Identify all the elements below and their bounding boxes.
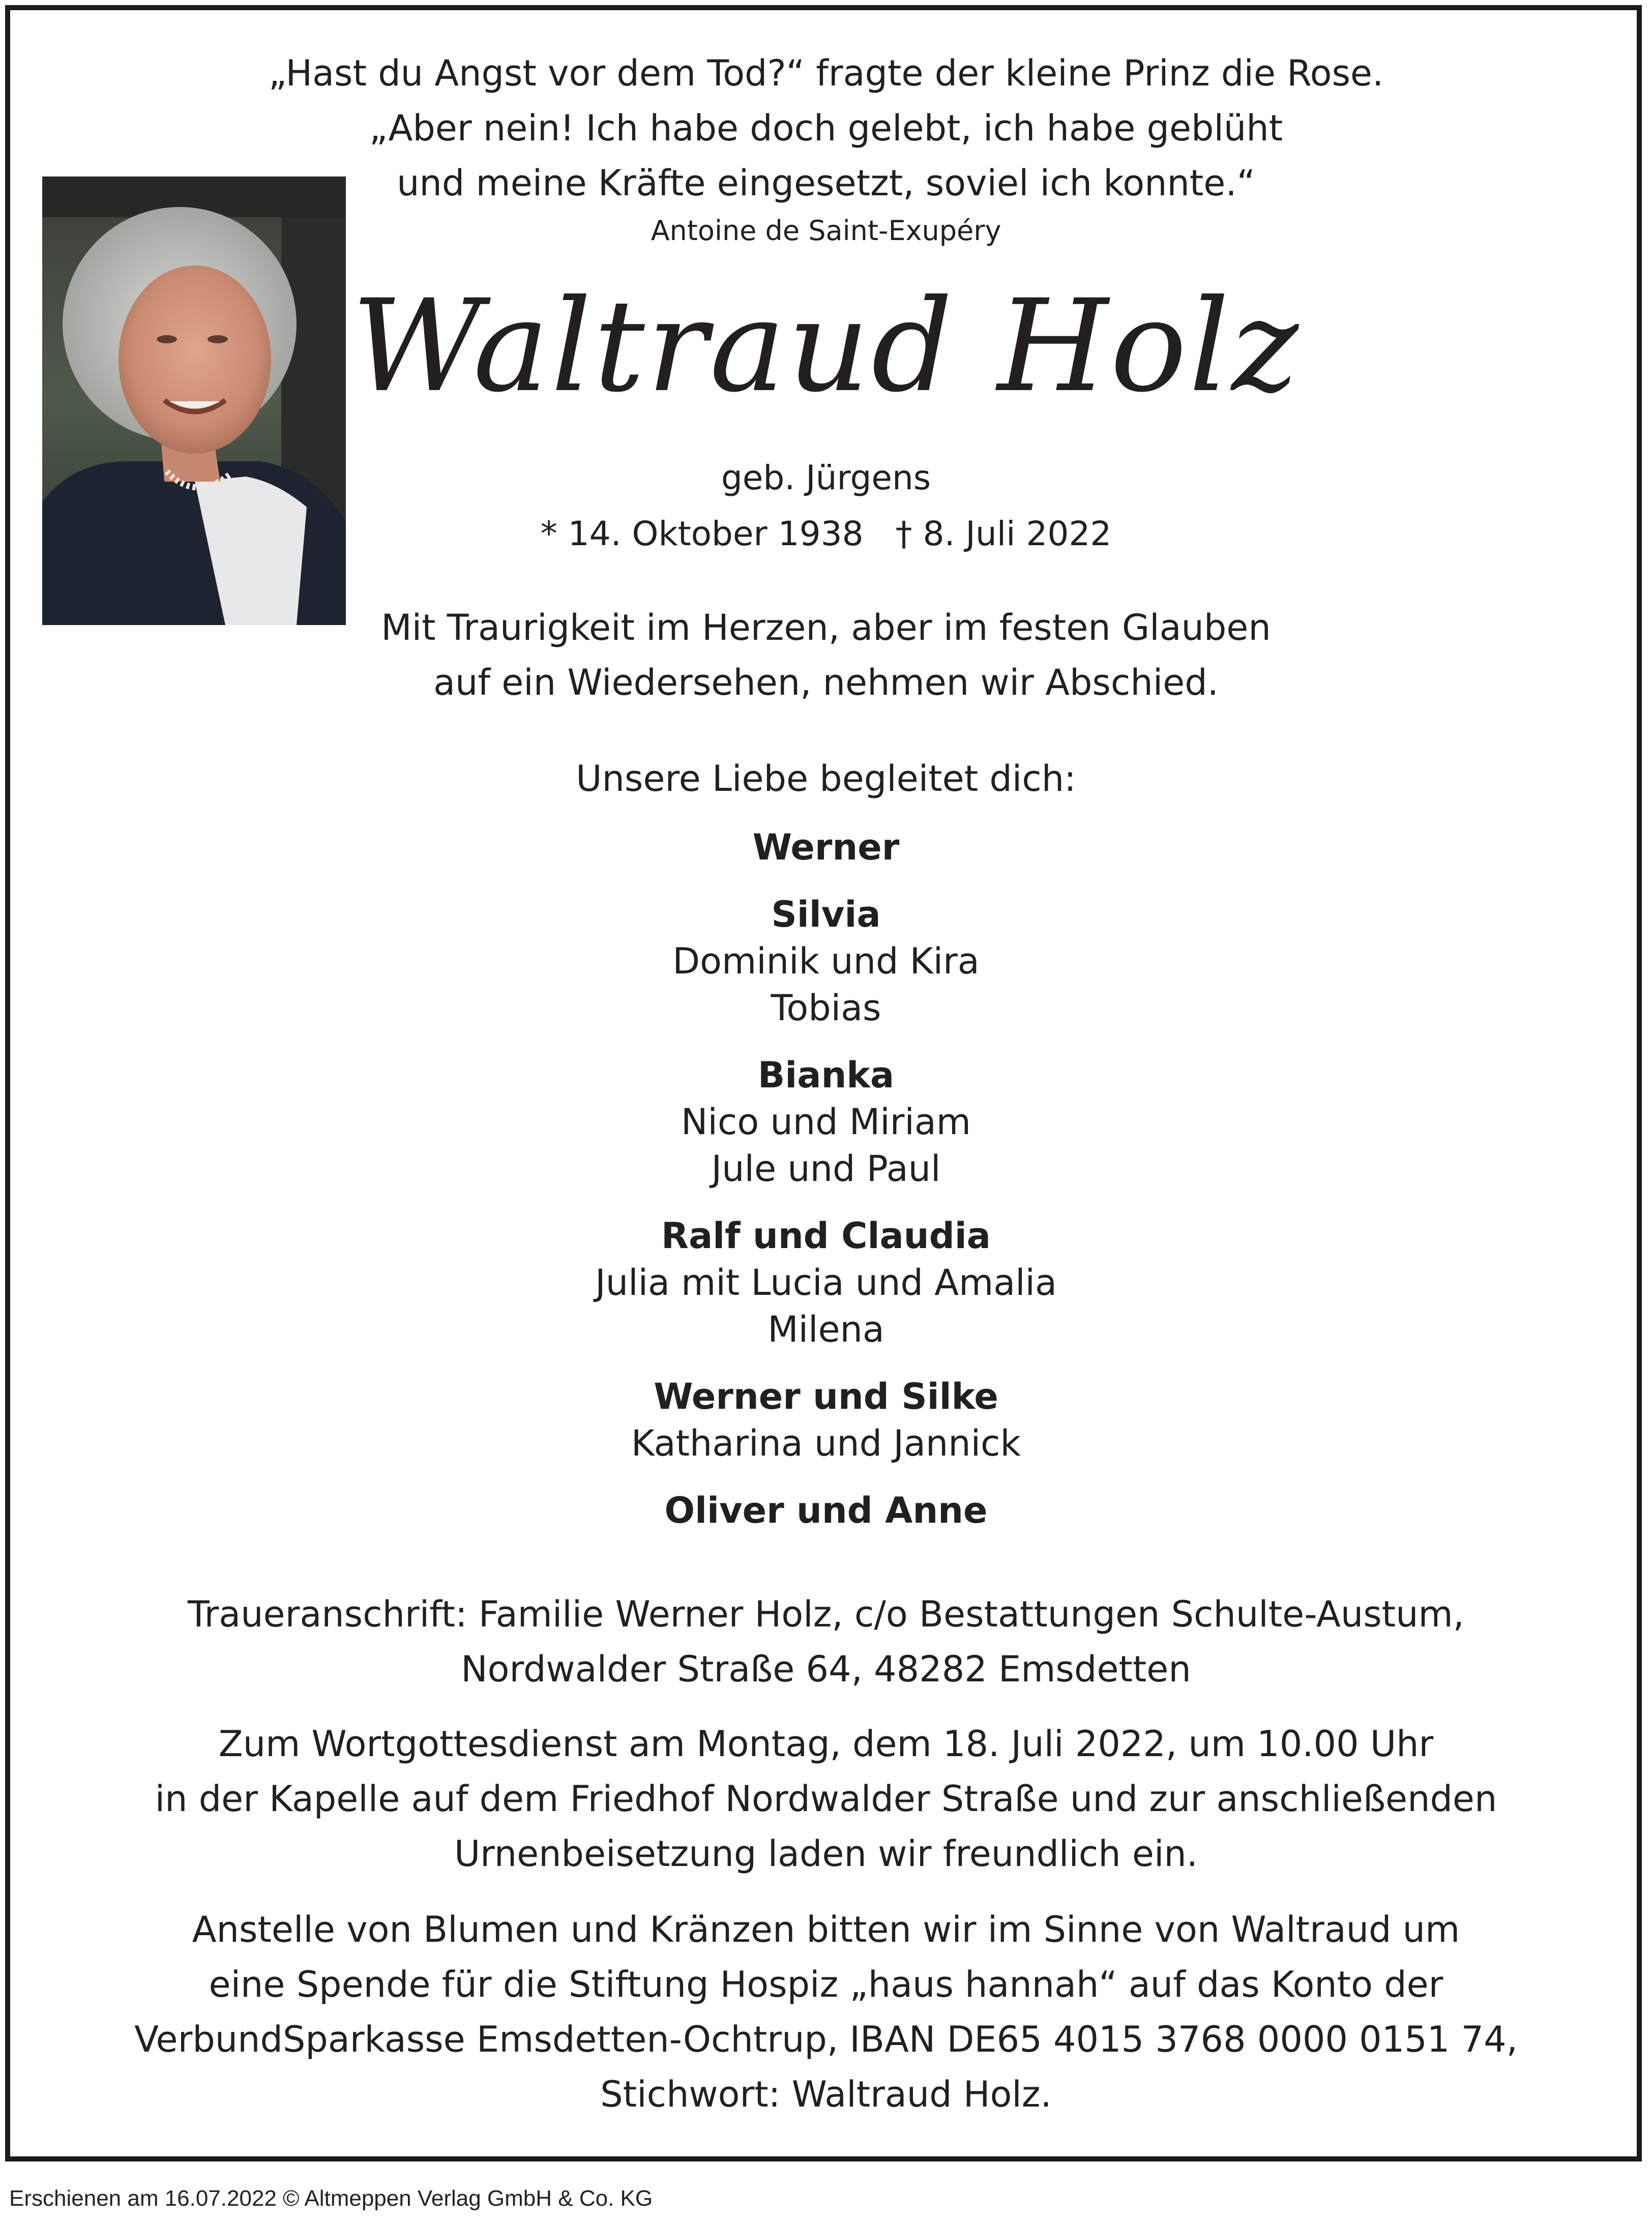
family-group <box>0 1052 1652 1192</box>
donation-line: eine Spende für die Stiftung Hospiz „haus hannah“ auf das Konto der <box>209 1964 1443 2005</box>
mourning-line: Mit Traurigkeit im Herzen, aber im festen Glauben <box>381 607 1271 648</box>
quote-author: Antoine de Saint-Exupéry <box>651 215 1001 247</box>
mourning-text <box>0 600 1652 710</box>
family-group <box>0 891 1652 1031</box>
service-line: Urnenbeisetzung laden wir freundlich ein. <box>454 1833 1198 1875</box>
address-line: Nordwalder Straße 64, 48282 Emsdetten <box>461 1648 1191 1690</box>
family-lead: Silvia <box>771 894 881 935</box>
donation-info <box>0 1902 1652 2122</box>
family-member: Jule und Paul <box>711 1148 941 1190</box>
quote-line: und meine Kräfte eingesetzt, soviel ich konnte.“ <box>397 162 1255 204</box>
family-member: Dominik und Kira <box>672 940 980 982</box>
mourning-address <box>0 1587 1652 1697</box>
family-member: Katharina und Jannick <box>631 1423 1021 1464</box>
family-lead: Werner und Silke <box>654 1376 998 1417</box>
donation-line: VerbundSparkasse Emsdetten-Ochtrup, IBAN DE65 4015 3768 0000 0151 74, <box>134 2019 1518 2060</box>
address-line: Traueranschrift: Familie Werner Holz, c/o Bestattungen Schulte-Austum, <box>188 1593 1464 1635</box>
family-lead: Ralf und Claudia <box>661 1215 991 1257</box>
deceased-name: Waltraud Holz <box>351 272 1301 420</box>
service-line: Zum Wortgottesdienst am Montag, dem 18. Juli 2022, um 10.00 Uhr <box>218 1723 1434 1765</box>
family-lead: Bianka <box>757 1054 895 1096</box>
publication-footer: Erschienen am 16.07.2022 © Altmeppen Verlag GmbH & Co. KG <box>9 2186 653 2211</box>
family-lead: Werner <box>752 826 900 868</box>
mourning-line: auf ein Wiedersehen, nehmen wir Abschied. <box>433 662 1219 703</box>
life-details <box>0 450 1652 562</box>
family-member: Milena <box>768 1309 884 1350</box>
family-list <box>0 824 1652 1554</box>
family-group <box>0 1212 1652 1353</box>
family-group <box>0 824 1652 871</box>
family-lead: Oliver und Anne <box>664 1490 988 1531</box>
family-member: Julia mit Lucia und Amalia <box>595 1262 1057 1303</box>
family-member: Nico und Miriam <box>681 1101 971 1143</box>
service-line: in der Kapelle auf dem Friedhof Nordwalder Straße und zur anschließenden <box>155 1778 1497 1820</box>
birth-name: geb. Jürgens <box>721 458 931 497</box>
family-group <box>0 1487 1652 1534</box>
donation-line: Stichwort: Waltraud Holz. <box>600 2073 1052 2115</box>
donation-line: Anstelle von Blumen und Kränzen bitten wir im Sinne von Waltraud um <box>192 1909 1460 1950</box>
family-intro: Unsere Liebe begleitet dich: <box>576 758 1076 799</box>
quote-block <box>0 46 1652 247</box>
service-info <box>0 1716 1652 1881</box>
quote-line: „Hast du Angst vor dem Tod?“ fragte der kleine Prinz die Rose. <box>268 52 1384 94</box>
family-group <box>0 1373 1652 1467</box>
family-member: Tobias <box>771 987 881 1029</box>
quote-line: „Aber nein! Ich habe doch gelebt, ich habe geblüht <box>369 107 1283 149</box>
life-dates: * 14. Oktober 1938 † 8. Juli 2022 <box>540 514 1112 553</box>
